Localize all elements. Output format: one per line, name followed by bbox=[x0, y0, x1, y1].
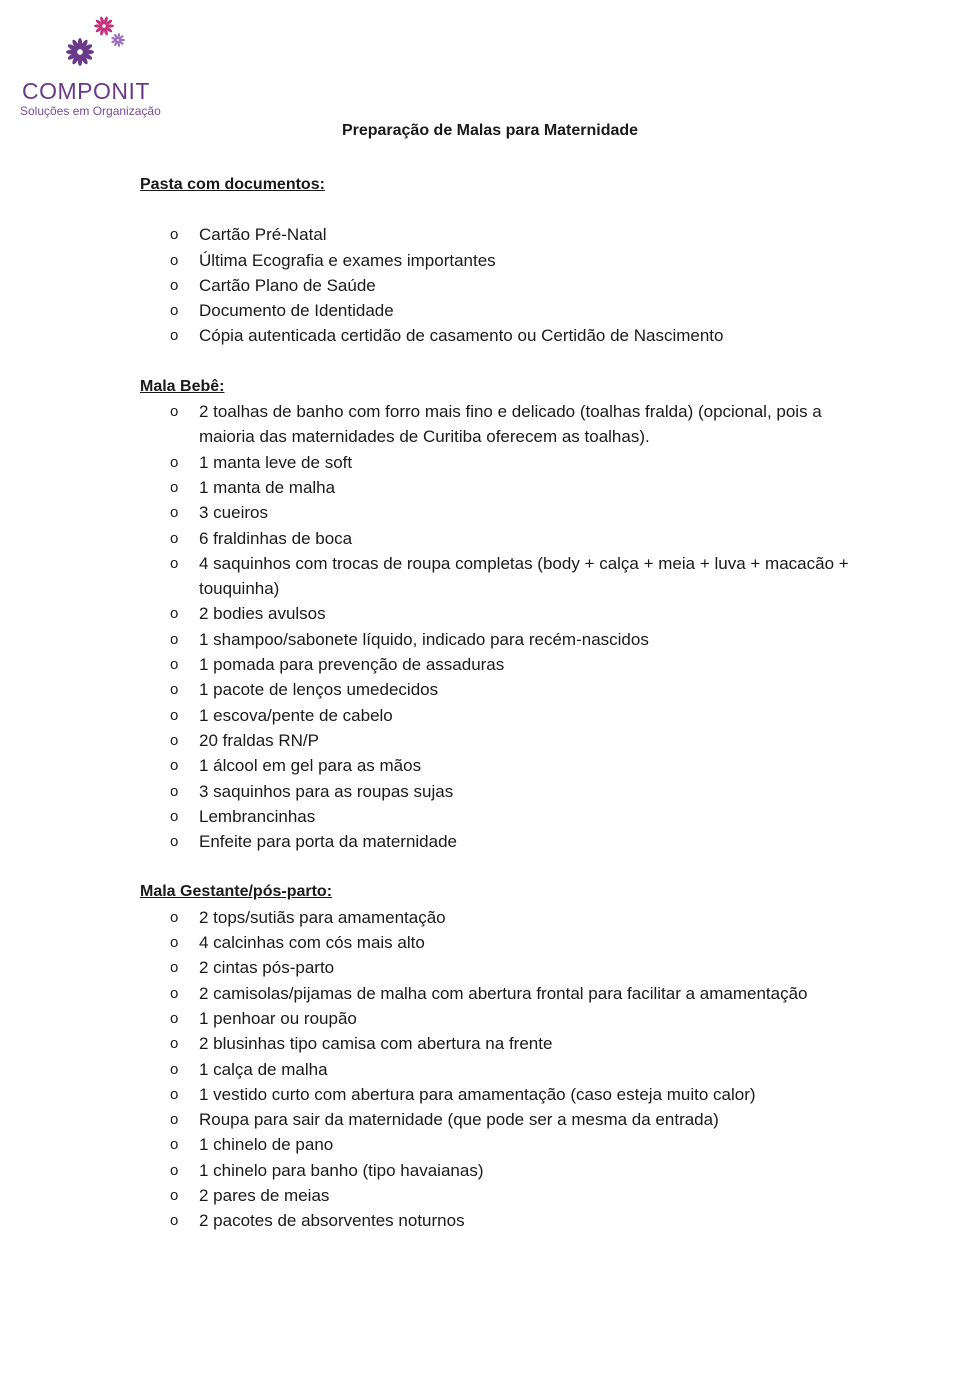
item-text: 4 saquinhos com trocas de roupa completas (body + calça + meia + luva + macacão + touquinha) bbox=[199, 553, 849, 599]
bullet-marker: o bbox=[170, 807, 179, 825]
item-text: 2 cintas pós-parto bbox=[199, 958, 335, 978]
bullet-marker: o bbox=[170, 1186, 179, 1204]
list-item bbox=[140, 1031, 860, 1056]
list-item bbox=[140, 703, 860, 728]
bullet-marker: o bbox=[170, 504, 179, 522]
bullet-marker: o bbox=[170, 630, 179, 648]
item-text: 3 cueiros bbox=[199, 503, 268, 523]
list-item bbox=[140, 500, 860, 525]
flower-center bbox=[116, 38, 120, 42]
item-text: Cartão Plano de Saúde bbox=[199, 275, 376, 295]
flower-center bbox=[101, 23, 106, 28]
bullet-marker: o bbox=[170, 782, 179, 800]
item-text: 1 shampoo/sabonete líquido, indicado para recém-nascidos bbox=[199, 629, 649, 649]
item-text: 1 vestido curto com abertura para amamentação (caso esteja muito calor) bbox=[199, 1084, 756, 1104]
item-text: 1 penhoar ou roupão bbox=[199, 1008, 357, 1028]
item-text: 20 fraldas RN/P bbox=[199, 730, 319, 750]
bullet-marker: o bbox=[170, 681, 179, 699]
flower-center bbox=[76, 48, 83, 55]
document-title: Preparação de Malas para Maternidade bbox=[341, 122, 639, 139]
bullet-marker: o bbox=[170, 1136, 179, 1154]
item-text: Roupa para sair da maternidade (que pode ser a mesma da entrada) bbox=[199, 1110, 719, 1130]
item-text: 2 bodies avulsos bbox=[199, 604, 326, 624]
document-body bbox=[140, 172, 860, 1234]
item-text: Cartão Pré-Natal bbox=[199, 225, 327, 245]
bullet-marker: o bbox=[170, 833, 179, 851]
bullet-marker: o bbox=[170, 908, 179, 926]
list-item bbox=[140, 627, 860, 652]
componit-logo bbox=[18, 8, 188, 120]
bullet-marker: o bbox=[170, 605, 179, 623]
bullet-marker: o bbox=[170, 276, 179, 294]
bullet-marker: o bbox=[170, 226, 179, 244]
item-text: 1 pomada para prevenção de assaduras bbox=[199, 655, 505, 675]
section-mother-bag bbox=[140, 879, 860, 1233]
bullet-marker: o bbox=[170, 1035, 179, 1053]
item-text: 6 fraldinhas de boca bbox=[199, 528, 353, 548]
list-item bbox=[140, 677, 860, 702]
section-heading: Pasta com documentos: bbox=[140, 176, 325, 193]
bullet-marker: o bbox=[170, 656, 179, 674]
list-item bbox=[140, 601, 860, 626]
bullet-marker: o bbox=[170, 731, 179, 749]
list-item bbox=[140, 955, 860, 980]
flower-logo-icon bbox=[52, 8, 142, 80]
item-text: 1 manta leve de soft bbox=[199, 452, 353, 472]
list-item bbox=[140, 779, 860, 804]
bullet-marker: o bbox=[170, 478, 179, 496]
list-item bbox=[140, 475, 860, 500]
list-item bbox=[140, 551, 860, 602]
item-text: Lembrancinhas bbox=[199, 806, 316, 826]
list-item bbox=[140, 1082, 860, 1107]
item-list bbox=[140, 905, 860, 1234]
list-item bbox=[140, 222, 860, 247]
list-item bbox=[140, 1006, 860, 1031]
item-text: 2 toalhas de banho com forro mais fino e delicado (toalhas fralda) (opcional, pois a maioria das maternidades de Curitiba oferecem as toalhas). bbox=[199, 402, 822, 447]
section-heading: Mala Gestante/pós-parto: bbox=[140, 883, 333, 901]
bullet-marker: o bbox=[170, 984, 179, 1002]
list-item bbox=[140, 273, 860, 298]
logo-tagline: Soluções em Organização bbox=[20, 104, 161, 118]
logo-name: COMPONIT bbox=[22, 78, 150, 104]
item-text: 2 pares de meias bbox=[199, 1185, 330, 1205]
bullet-marker: o bbox=[170, 251, 179, 269]
item-text: Última Ecografia e exames importantes bbox=[199, 250, 496, 270]
bullet-marker: o bbox=[170, 453, 179, 471]
item-text: Cópia autenticada certidão de casamento ou Certidão de Nascimento bbox=[199, 326, 724, 346]
list-item bbox=[140, 1057, 860, 1082]
flower-petal bbox=[106, 24, 114, 27]
list-item bbox=[140, 526, 860, 551]
item-text: Enfeite para porta da maternidade bbox=[199, 832, 458, 852]
section-baby-bag bbox=[140, 374, 860, 855]
item-text: 3 saquinhos para as roupas sujas bbox=[199, 781, 454, 801]
bullet-marker: o bbox=[170, 959, 179, 977]
list-item bbox=[140, 804, 860, 829]
bullet-marker: o bbox=[170, 302, 179, 320]
item-text: 4 calcinhas com cós mais alto bbox=[199, 933, 425, 953]
bullet-marker: o bbox=[170, 403, 179, 421]
bullet-marker: o bbox=[170, 1085, 179, 1103]
flower-petal bbox=[94, 24, 102, 27]
list-item bbox=[140, 323, 860, 348]
list-item bbox=[140, 753, 860, 778]
bullet-marker: o bbox=[170, 1212, 179, 1230]
item-text: 1 álcool em gel para as mãos bbox=[199, 756, 422, 776]
bullet-marker: o bbox=[170, 554, 179, 572]
section-heading: Mala Bebê: bbox=[140, 377, 225, 395]
item-text: 1 chinelo para banho (tipo havaianas) bbox=[199, 1160, 484, 1180]
item-text: 2 pacotes de absorventes noturnos bbox=[199, 1211, 465, 1231]
item-text: 1 escova/pente de cabelo bbox=[199, 705, 393, 725]
list-item bbox=[140, 1183, 860, 1208]
section-documents bbox=[140, 172, 860, 349]
list-item bbox=[140, 905, 860, 930]
list-item bbox=[140, 728, 860, 753]
list-item bbox=[140, 829, 860, 854]
item-text: 1 manta de malha bbox=[199, 477, 336, 497]
item-text: 2 blusinhas tipo camisa com abertura na frente bbox=[199, 1034, 553, 1054]
item-text: 1 pacote de lenços umedecidos bbox=[199, 680, 439, 700]
list-item bbox=[140, 1158, 860, 1183]
bullet-marker: o bbox=[170, 934, 179, 952]
list-item bbox=[140, 930, 860, 955]
bullet-marker: o bbox=[170, 327, 179, 345]
list-item bbox=[140, 1208, 860, 1233]
bullet-marker: o bbox=[170, 1009, 179, 1027]
item-text: 2 camisolas/pijamas de malha com abertura frontal para facilitar a amamentação bbox=[199, 983, 808, 1003]
list-item bbox=[140, 981, 860, 1006]
list-item bbox=[140, 450, 860, 475]
bullet-marker: o bbox=[170, 1111, 179, 1129]
list-item bbox=[140, 298, 860, 323]
item-text: 2 tops/sutiãs para amamentação bbox=[199, 907, 446, 927]
list-item bbox=[140, 1107, 860, 1132]
item-text: Documento de Identidade bbox=[199, 301, 394, 321]
list-item bbox=[140, 652, 860, 677]
bullet-marker: o bbox=[170, 1161, 179, 1179]
bullet-marker: o bbox=[170, 706, 179, 724]
list-item bbox=[140, 399, 860, 450]
item-text: 1 calça de malha bbox=[199, 1059, 328, 1079]
list-item bbox=[140, 1132, 860, 1157]
bullet-marker: o bbox=[170, 529, 179, 547]
item-text: 1 chinelo de pano bbox=[199, 1135, 334, 1155]
bullet-marker: o bbox=[170, 757, 179, 775]
bullet-marker: o bbox=[170, 1060, 179, 1078]
item-list bbox=[140, 222, 860, 348]
list-item bbox=[140, 248, 860, 273]
item-list bbox=[140, 399, 860, 854]
